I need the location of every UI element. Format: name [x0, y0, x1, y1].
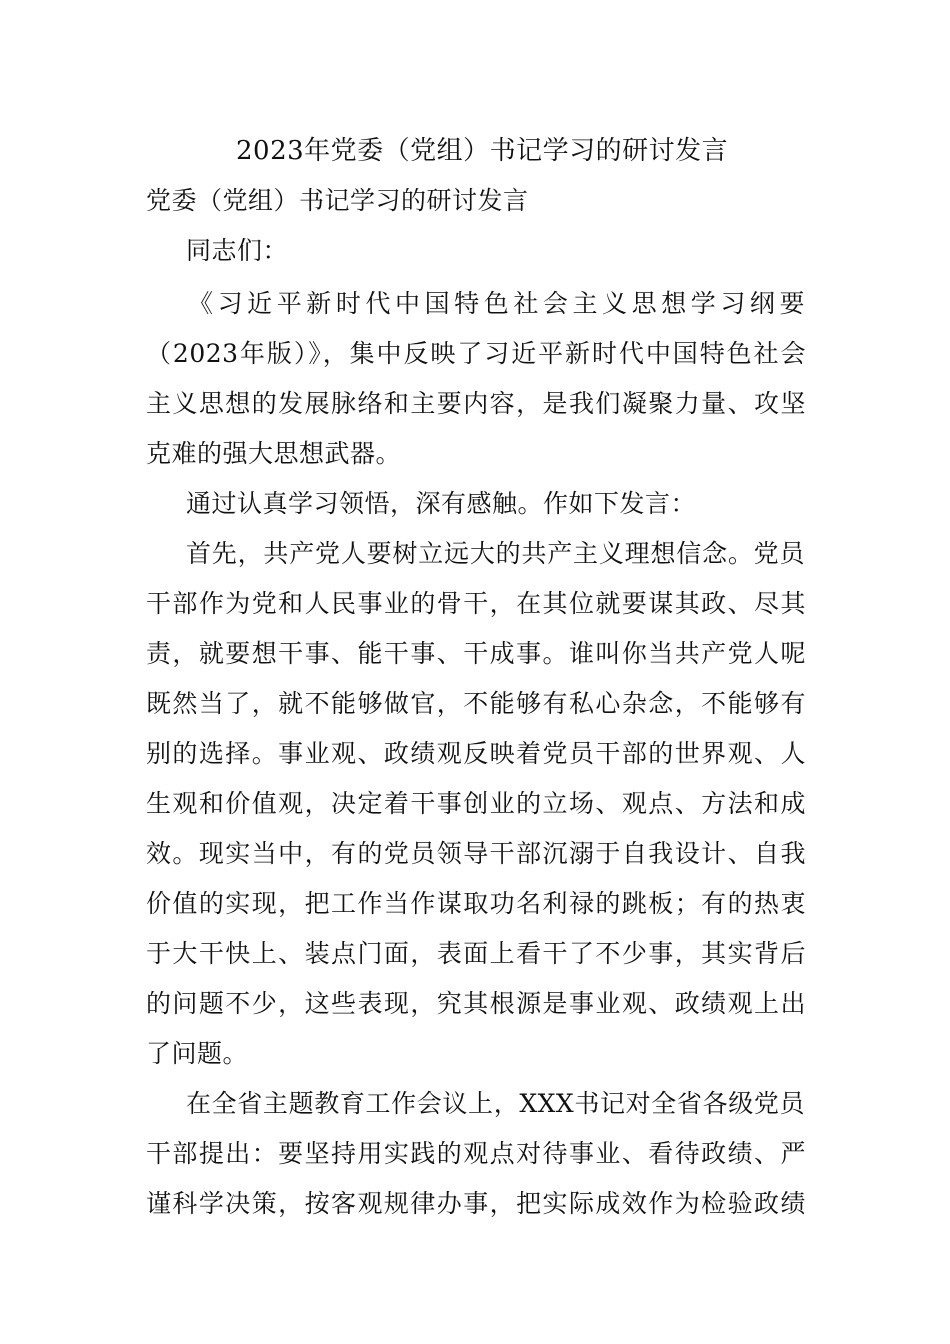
paragraph-1-line-1: 《习近平新时代中国特色社会主义思想学习纲要	[188, 289, 805, 318]
paragraph-4-line-1: 在全省主题教育工作会议上，XXX书记对全省各级党员	[186, 1089, 805, 1118]
paragraph-3-line-6: 生观和价值观，决定着干事创业的立场、观点、方法和成	[146, 789, 806, 818]
paragraph-3-line-5: 别的选择。事业观、政绩观反映着党员干部的世界观、人	[146, 739, 806, 768]
salutation: 同志们：	[186, 236, 289, 265]
paragraph-3-line-8: 价值的实现，把工作当作谋取功名利禄的跳板；有的热衷	[146, 889, 806, 918]
paragraph-2-line-1: 通过认真学习领悟，深有感触。作如下发言：	[186, 489, 697, 518]
document-subtitle: 党委（党组）书记学习的研讨发言	[146, 186, 529, 215]
paragraph-3-line-3: 责，就要想干事、能干事、干成事。谁叫你当共产党人呢	[146, 639, 806, 668]
paragraph-3-line-2: 干部作为党和人民事业的骨干，在其位就要谋其政、尽其	[146, 589, 806, 618]
paragraph-3-line-4: 既然当了，就不能够做官，不能够有私心杂念，不能够有	[146, 689, 806, 718]
paragraph-4-line-2: 干部提出：要坚持用实践的观点对待事业、看待政绩、严	[146, 1139, 806, 1168]
paragraph-3-line-7: 效。现实当中，有的党员领导干部沉溺于自我设计、自我	[146, 839, 806, 868]
paragraph-3-line-9: 于大干快上、装点门面，表面上看干了不少事，其实背后	[146, 939, 806, 968]
paragraph-3-line-1: 首先，共产党人要树立远大的共产主义理想信念。党员	[186, 539, 805, 568]
document-title: 2023年党委（党组）书记学习的研讨发言	[236, 136, 729, 166]
paragraph-1-line-2: （2023年版）》，集中反映了习近平新时代中国特色社会	[146, 339, 806, 368]
paragraph-1-line-3: 主义思想的发展脉络和主要内容，是我们凝聚力量、攻坚	[146, 389, 806, 418]
paragraph-3-line-11: 了问题。	[146, 1039, 249, 1068]
paragraph-4-line-3: 谨科学决策，按客观规律办事，把实际成效作为检验政绩	[146, 1189, 806, 1218]
paragraph-1-line-4: 克难的强大思想武器。	[146, 439, 402, 468]
paragraph-3-line-10: 的问题不少，这些表现，究其根源是事业观、政绩观上出	[146, 989, 806, 1018]
